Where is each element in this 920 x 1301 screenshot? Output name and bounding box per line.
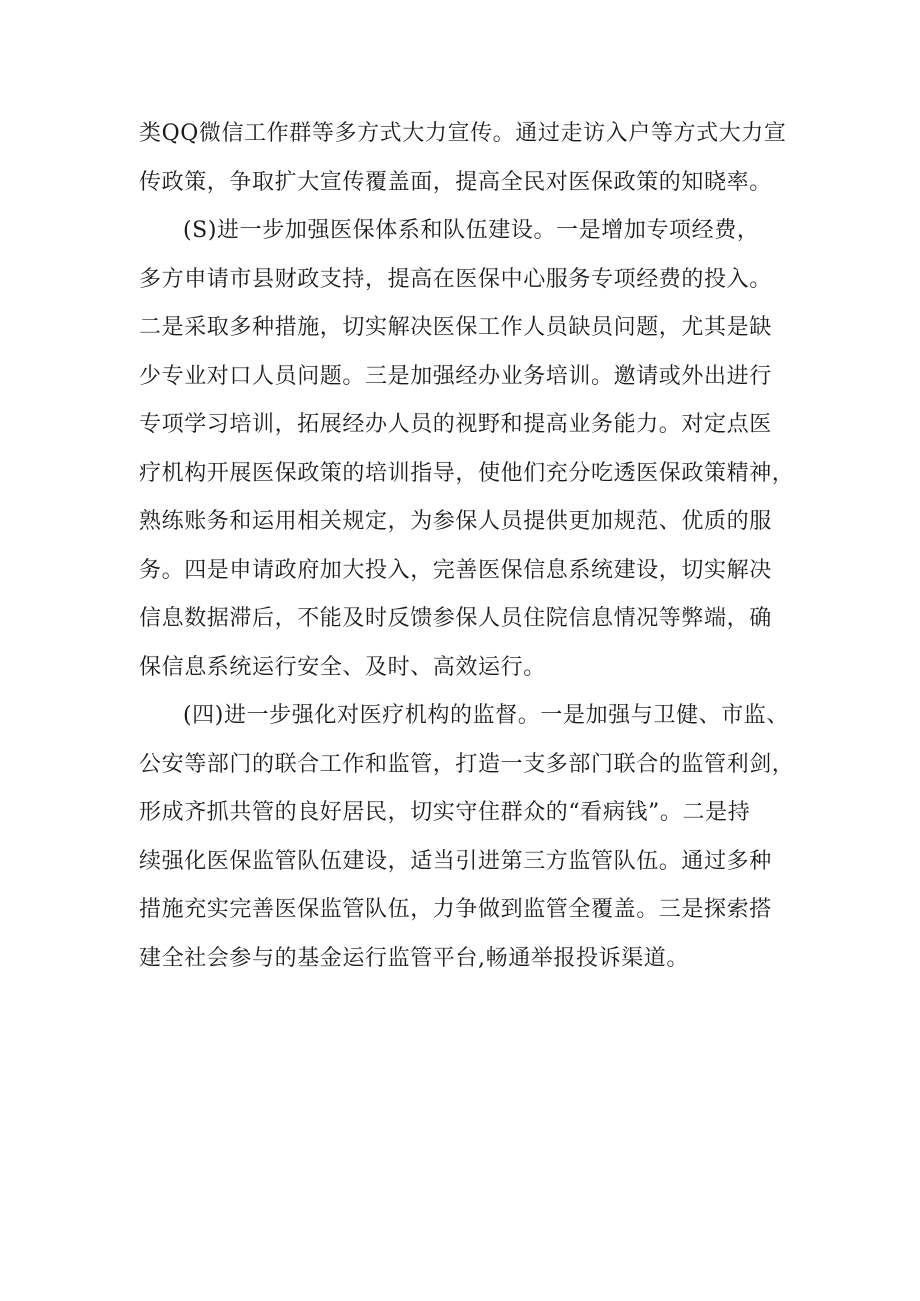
document-body: [139, 110, 795, 983]
text-line: 保信息系统运行安全、及时、高效运行。: [139, 654, 546, 680]
text-line: 传政策，争取扩大宣传覆盖面，提高全民对医保政策的知晓率。: [139, 169, 772, 195]
text-line: 措施充实完善医保监管队伍，力争做到监管全覆盖。三是探索搭: [139, 897, 772, 922]
text-line: 建全社会参与的基金运行监管平台,畅通举报投诉渠道。: [139, 945, 689, 971]
text-line: 熟练账务和运用相关规定，为参保人员提供更加规范、优质的服: [139, 509, 772, 534]
text-line: 续强化医保监管队伍建设，适当引进第三方监管队伍。通过多种: [139, 848, 772, 874]
text-line: 类QQ微信工作群等多方式大力宣传。通过走访入户等方式大力宣: [139, 121, 787, 146]
text-line: 少专业对口人员问题。三是加强经办业务培训。邀请或外出进行: [139, 363, 772, 389]
text-line: 形成齐抓共管的良好居民，切实守住群众的“看病钱”。二是持: [139, 800, 751, 825]
text-line: 疗机构开展医保政策的培训指导，使他们充分吃透医保政策精神，: [139, 460, 795, 486]
text-line: 公安等部门的联合工作和监管，打造一支多部门联合的监管利剑，: [139, 751, 795, 777]
text-line: (四)进一步强化对医疗机构的监督。一是加强与卫健、市监、: [183, 703, 789, 728]
text-line: 多方申请市县财政支持，提高在医保中心服务专项经费的投入。: [139, 266, 772, 292]
text-line: 信息数据滞后，不能及时反馈参保人员住院信息情况等弊端，确: [139, 606, 772, 631]
text-line: 专项学习培训，拓展经办人员的视野和提高业务能力。对定点医: [139, 412, 772, 437]
text-line: (S)进一步加强医保体系和队伍建设。一是增加专项经费，: [183, 218, 760, 243]
text-line: 务。四是申请政府加大投入，完善医保信息系统建设，切实解决: [139, 557, 772, 583]
text-line: 二是采取多种措施，切实解决医保工作人员缺员问题，尤其是缺: [139, 315, 772, 340]
